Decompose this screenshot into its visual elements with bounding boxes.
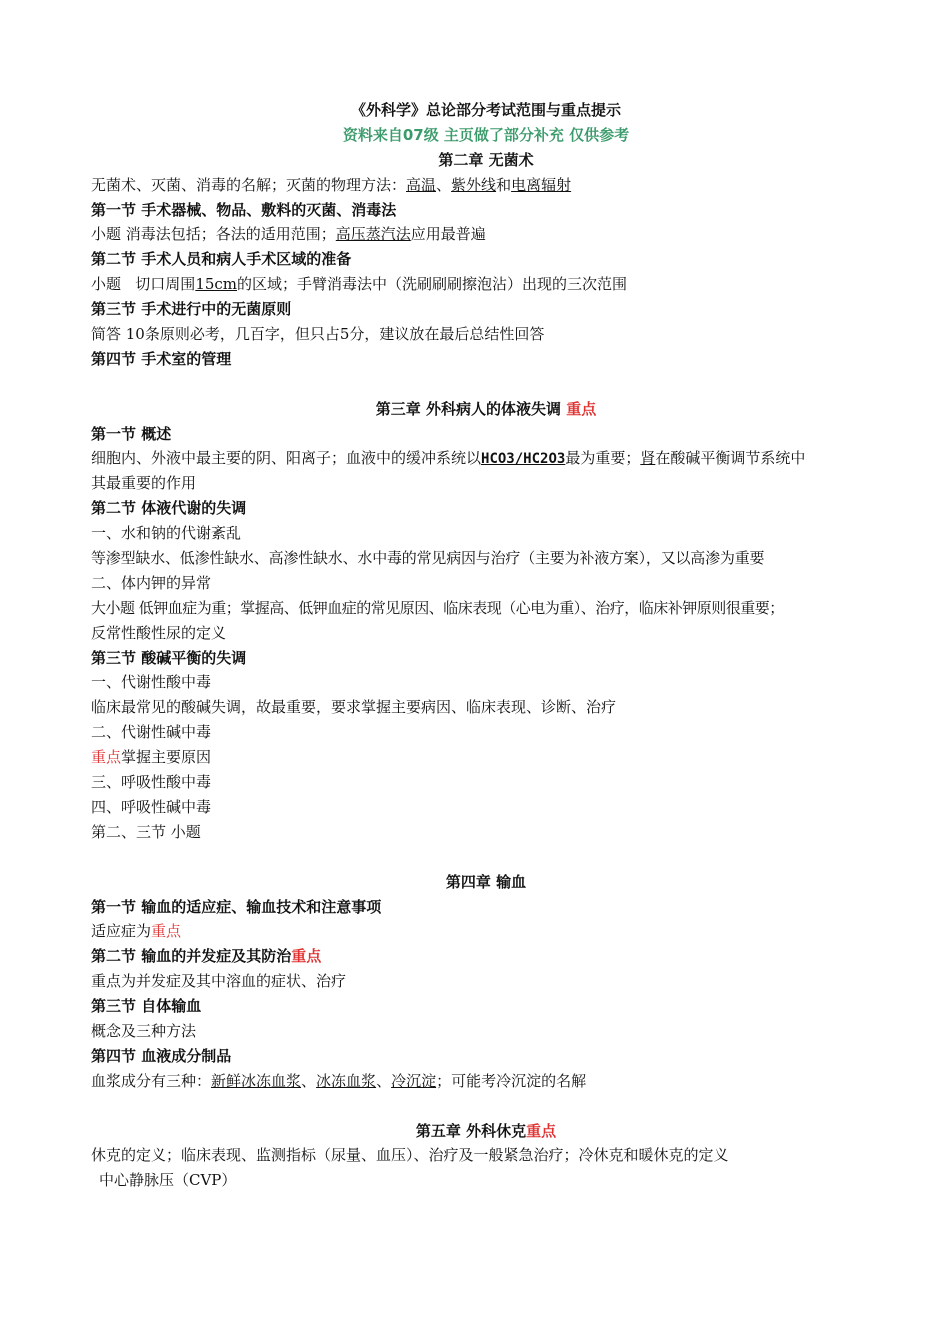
section-heading: 第一节 手术器械、物品、敷料的灭菌、消毒法 <box>91 200 397 219</box>
section-heading <box>91 944 881 969</box>
text-span: 血浆成分有三种： <box>91 1071 212 1090</box>
subsection-heading: 二、代谢性碱中毒 <box>91 723 212 742</box>
text-span: 应用最普遍 <box>410 225 486 244</box>
spacer <box>91 372 881 397</box>
separator: 、 <box>376 1071 392 1090</box>
section-text: 简答 10条原则必考，几百字，但只占5分，建议放在最后总结性回答 <box>91 325 545 344</box>
section-heading: 第二节 体液代谢的失调 <box>91 499 247 518</box>
section-heading: 第四节 手术室的管理 <box>91 349 232 368</box>
underlined-term: 高压蒸汽法 <box>335 225 411 244</box>
section-text: 临床最常见的酸碱失调，故最重要，要求掌握主要病因、临床表现、诊断、治疗 <box>91 698 617 717</box>
section-heading: 第一节 概述 <box>91 424 172 443</box>
key-point-label: 重点 <box>151 922 182 941</box>
document-body <box>91 98 881 1193</box>
underlined-term: 新鲜冰冻血浆 <box>211 1071 302 1090</box>
section-heading: 第三节 酸碱平衡的失调 <box>91 648 247 667</box>
section-heading: 第二节 手术人员和病人手术区域的准备 <box>91 250 352 269</box>
underlined-term: 高温 <box>406 175 437 194</box>
subsection-heading: 一、水和钠的代谢紊乱 <box>91 524 242 543</box>
section-text: 中心静脉压（CVP） <box>99 1171 237 1190</box>
heading-text: 第二节 输血的并发症及其防治 <box>91 947 292 966</box>
chapter-3-heading <box>91 397 881 422</box>
section-heading: 第四节 血液成分制品 <box>91 1046 232 1065</box>
section-heading: 第三节 自体输血 <box>91 997 202 1016</box>
text-span: 无菌术、灭菌、消毒的名解；灭菌的物理方法： <box>91 175 407 194</box>
document-subtitle: 资料来自07级 主页做了部分补充 仅供参考 <box>342 125 630 144</box>
section-text: 其最重要的作用 <box>91 474 197 493</box>
chapter-5-heading <box>91 1119 881 1144</box>
underlined-term: 冷沉淀 <box>391 1071 437 1090</box>
key-point-label: 重点 <box>91 748 122 767</box>
heading-text: 第三章 外科病人的体液失调 <box>375 399 561 418</box>
key-point-label: 重点 <box>291 947 322 966</box>
section-text <box>91 919 881 944</box>
underlined-term: 电离辐射 <box>511 175 572 194</box>
separator: 、 <box>301 1071 317 1090</box>
section-text <box>91 222 881 247</box>
section-text: 第二、三节 小题 <box>91 822 201 841</box>
text-span: 掌握主要原因 <box>121 748 212 767</box>
text-span: 和 <box>496 175 512 194</box>
text-span: 在酸碱平衡调节系统中 <box>655 449 806 468</box>
text-span: ；可能考冷沉淀的名解 <box>436 1071 587 1090</box>
separator: 、 <box>436 175 452 194</box>
section-heading: 第一节 输血的适应症、输血技术和注意事项 <box>91 897 382 916</box>
section-text: 大小题 低钾血症为重；掌握高、低钾血症的常见原因、临床表现（心电为重）、治疗，临床补钾原则很重要； <box>91 598 784 617</box>
section-text: 等渗型缺水、低渗性缺水、高渗性缺水、水中毒的常见病因与治疗（主要为补液方案），又以高渗为重要 <box>91 549 765 568</box>
document-title: 《外科学》总论部分考试范围与重点提示 <box>350 101 621 119</box>
subsection-heading: 二、体内钾的异常 <box>91 573 212 592</box>
underlined-term: 冰冻血浆 <box>316 1071 377 1090</box>
underlined-term: HCO3/HC2O3 <box>481 451 566 468</box>
underlined-term: 肾 <box>640 449 656 468</box>
text-span: 的区域；手臂消毒法中（洗刷刷刷擦泡沾）出现的三次范围 <box>237 275 628 294</box>
text-span: 适应症为 <box>91 922 152 941</box>
text-span: 小题 切口周围 <box>91 275 196 294</box>
chapter-2-heading: 第二章 无菌术 <box>438 150 534 169</box>
heading-text: 第五章 外科休克 <box>415 1121 527 1140</box>
text-span: 小题 消毒法包括；各法的适用范围； <box>91 225 336 244</box>
section-text <box>91 1069 881 1094</box>
text-span: 最为重要； <box>565 449 641 468</box>
key-point-label: 重点 <box>526 1121 557 1140</box>
spacer <box>91 1094 881 1119</box>
underlined-term: 紫外线 <box>451 175 497 194</box>
section-heading: 第三节 手术进行中的无菌原则 <box>91 300 292 319</box>
section-text: 重点为并发症及其中溶血的症状、治疗 <box>91 972 347 991</box>
section-text: 休克的定义；临床表现、监测指标（尿量、血压）、治疗及一般紧急治疗；冷休克和暖休克的定义 <box>91 1146 729 1165</box>
section-text <box>91 745 881 770</box>
key-point-label: 重点 <box>566 399 597 418</box>
chapter-4-heading: 第四章 输血 <box>445 872 527 891</box>
subsection-heading: 三、呼吸性酸中毒 <box>91 773 212 792</box>
spacer <box>91 845 881 870</box>
section-text <box>91 272 881 297</box>
subsection-heading: 一、代谢性酸中毒 <box>91 673 212 692</box>
subsection-heading: 四、呼吸性碱中毒 <box>91 797 212 816</box>
chapter-2-intro <box>91 173 881 198</box>
underlined-term: 15cm <box>195 275 238 294</box>
section-text <box>91 446 881 471</box>
section-text: 概念及三种方法 <box>91 1021 197 1040</box>
section-text: 反常性酸性尿的定义 <box>91 623 227 642</box>
text-span: 细胞内、外液中最主要的阴、阳离子；血液中的缓冲系统以 <box>91 449 482 468</box>
